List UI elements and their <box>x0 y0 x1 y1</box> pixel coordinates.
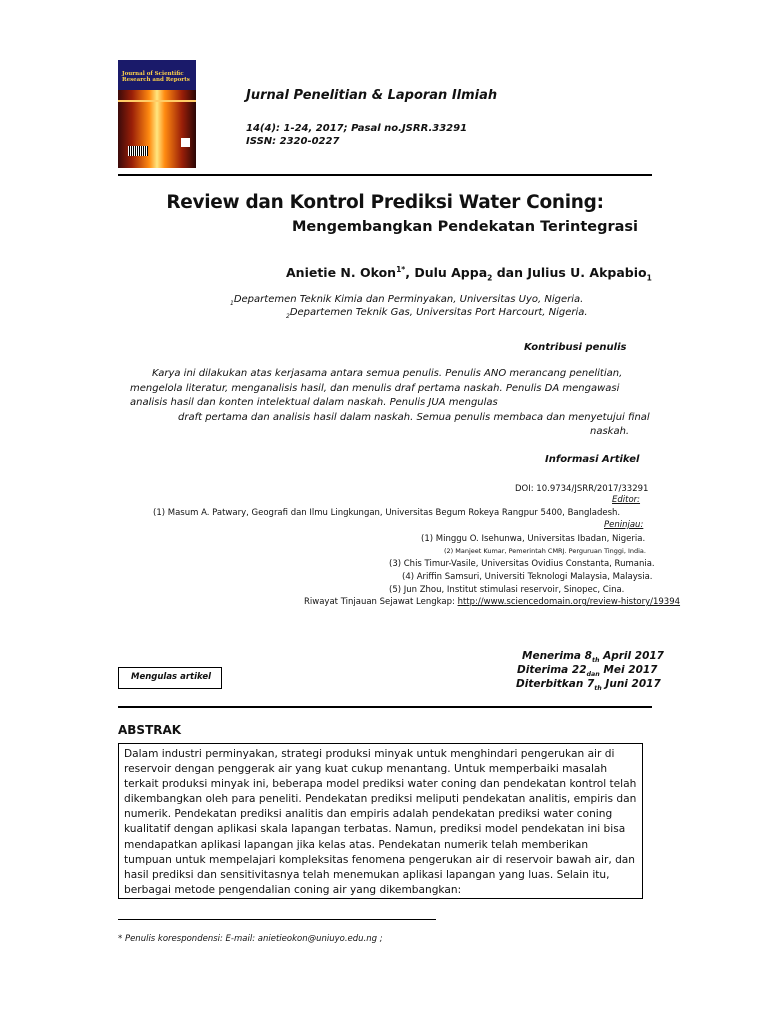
affiliation-2-text: Departemen Teknik Gas, Universitas Port Harcourt, Nigeria. <box>289 307 588 318</box>
date-received <box>522 650 664 664</box>
author-line <box>286 265 652 283</box>
contributions-line-3: analisis hasil dan konten intelektual dalam naskah. Penulis JUA mengulas <box>130 397 498 408</box>
contributions-heading: Kontribusi penulis <box>524 342 627 353</box>
reviewer-3: (3) Chis Timur-Vasile, Universitas Ovidius Constanta, Rumania. <box>389 559 655 569</box>
affiliation-1-sup: 1 <box>230 300 234 307</box>
affiliation-2 <box>286 307 588 320</box>
cover-stripe <box>118 100 196 102</box>
date-published-text: Diterbitkan 7 <box>516 678 595 690</box>
date-received-month: April 2017 <box>599 650 664 662</box>
reviewer-5: (5) Jun Zhou, Institut stimulasi reservoir, Sinopec, Cina. <box>389 585 625 595</box>
footnote-rule <box>118 919 436 920</box>
author-3-sup: 1 <box>646 273 652 283</box>
article-title: Review dan Kontrol Prediksi Water Coning: <box>166 192 604 213</box>
review-history-link[interactable]: http://www.sciencedomain.org/review-history/19394 <box>457 597 681 607</box>
date-published-month: Juni 2017 <box>601 678 661 690</box>
author-2: , Dulu Appa <box>405 265 488 281</box>
author-2-sup: 2 <box>487 273 493 283</box>
reviewer-4: (4) Ariffin Samsuri, Universiti Teknologi Malaysia, Malaysia. <box>402 572 653 582</box>
author-1-sup: 1* <box>396 265 406 274</box>
contributions-line-1: Karya ini dilakukan atas kerjasama antara semua penulis. Penulis ANO merancang penelitian, <box>152 368 623 379</box>
abstract-box <box>118 743 643 899</box>
footnote: * Penulis korespondensi: E-mail: anietieokon@uniuyo.edu.ng ; <box>118 934 383 944</box>
author-3: dan Julius U. Akpabio <box>492 265 647 281</box>
editor-label: Editor: <box>612 495 641 505</box>
author-1: Anietie N. Okon <box>286 265 397 281</box>
article-subtitle: Mengembangkan Pendekatan Terintegrasi <box>292 219 639 235</box>
date-received-sup: th <box>591 657 600 665</box>
reviewers-label: Peninjau: <box>604 520 644 530</box>
affiliation-1 <box>230 294 583 307</box>
date-received-text: Menerima 8 <box>522 650 592 662</box>
journal-citation: 14(4): 1-24, 2017; Pasal no.JSRR.33291 <box>246 123 468 134</box>
affiliation-1-text: Departemen Teknik Kimia dan Perminyakan, Universitas Uyo, Nigeria. <box>233 294 584 305</box>
abstract-heading: ABSTRAK <box>118 723 182 737</box>
contributions-line-5: naskah. <box>590 426 630 437</box>
article-info-heading: Informasi Artikel <box>545 454 640 465</box>
editor-text: (1) Masum A. Patwary, Geografi dan Ilmu Lingkungan, Universitas Begum Rokeya Rangpur 5400, Bangladesh. <box>153 508 621 518</box>
reviewer-2: (2) Manjeet Kumar, Pemerintah CMRJ. Perguruan Tinggi, India. <box>444 547 646 555</box>
date-accepted <box>517 664 658 678</box>
article-type-box <box>118 667 222 689</box>
article-type: Mengulas artikel <box>131 672 212 682</box>
review-history-label: Riwayat Tinjauan Sejawat Lengkap: <box>304 597 455 607</box>
journal-name: Jurnal Penelitian & Laporan Ilmiah <box>246 88 498 103</box>
cover-logo <box>181 138 190 147</box>
date-accepted-sup: dan <box>586 671 600 679</box>
contributions-line-2: mengelola literatur, menganalisis hasil, dan menulis draf pertama naskah. Penulis DA mengawasi <box>130 383 620 394</box>
date-accepted-text: Diterima 22 <box>517 664 587 676</box>
reviewer-1: (1) Minggu O. Isehunwa, Universitas Ibadan, Nigeria. <box>421 534 646 544</box>
cover-barcode <box>128 146 148 156</box>
date-published <box>516 678 661 692</box>
affiliation-2-sup: 2 <box>286 313 290 320</box>
journal-cover-image <box>118 60 196 168</box>
review-history <box>304 597 680 607</box>
cover-title: Journal of Scientific Research and Reports <box>122 71 190 83</box>
header-rule <box>118 174 652 176</box>
date-published-sup: th <box>594 685 602 693</box>
journal-issn: ISSN: 2320-0227 <box>246 136 340 147</box>
abstract-rule <box>118 706 652 708</box>
doi: DOI: 10.9734/JSRR/2017/33291 <box>515 484 649 494</box>
date-accepted-month: Mei 2017 <box>599 664 658 676</box>
abstract-text: Dalam industri perminyakan, strategi produksi minyak untuk menghindari pengerukan air di reservoir dengan penggerak air yang kuat cukup menantang. Untuk memperbaiki masalah terkait produksi minyak ini, beberapa model prediksi water coning dan pendekatan kontrol telah dikembangkan oleh para peneliti. Pendekatan prediksi meliputi pendekatan analitis, empiris dan numerik. Pendekatan prediksi analitis dan empiris adalah pendekatan prediksi water coning kualitatif dengan aplikasi skala lapangan terbatas. Namun, prediksi model pendekatan ini bisa mendapatkan aplikasi lapangan jika kelas atas. Pendekatan numerik telah memberikan tumpuan untuk mempelajari kompleksitas fenomena pengerukan air di reservoir bawah air, dan hasil prediksi dan sensitivitasnya telah menemukan aplikasi lapangan yang luas. Selain itu, berbagai metode pengendalian coning air yang dikembangkan: <box>124 748 637 896</box>
contributions-line-4: draft pertama dan analisis hasil dalam naskah. Semua penulis membaca dan menyetujui final <box>178 412 650 423</box>
